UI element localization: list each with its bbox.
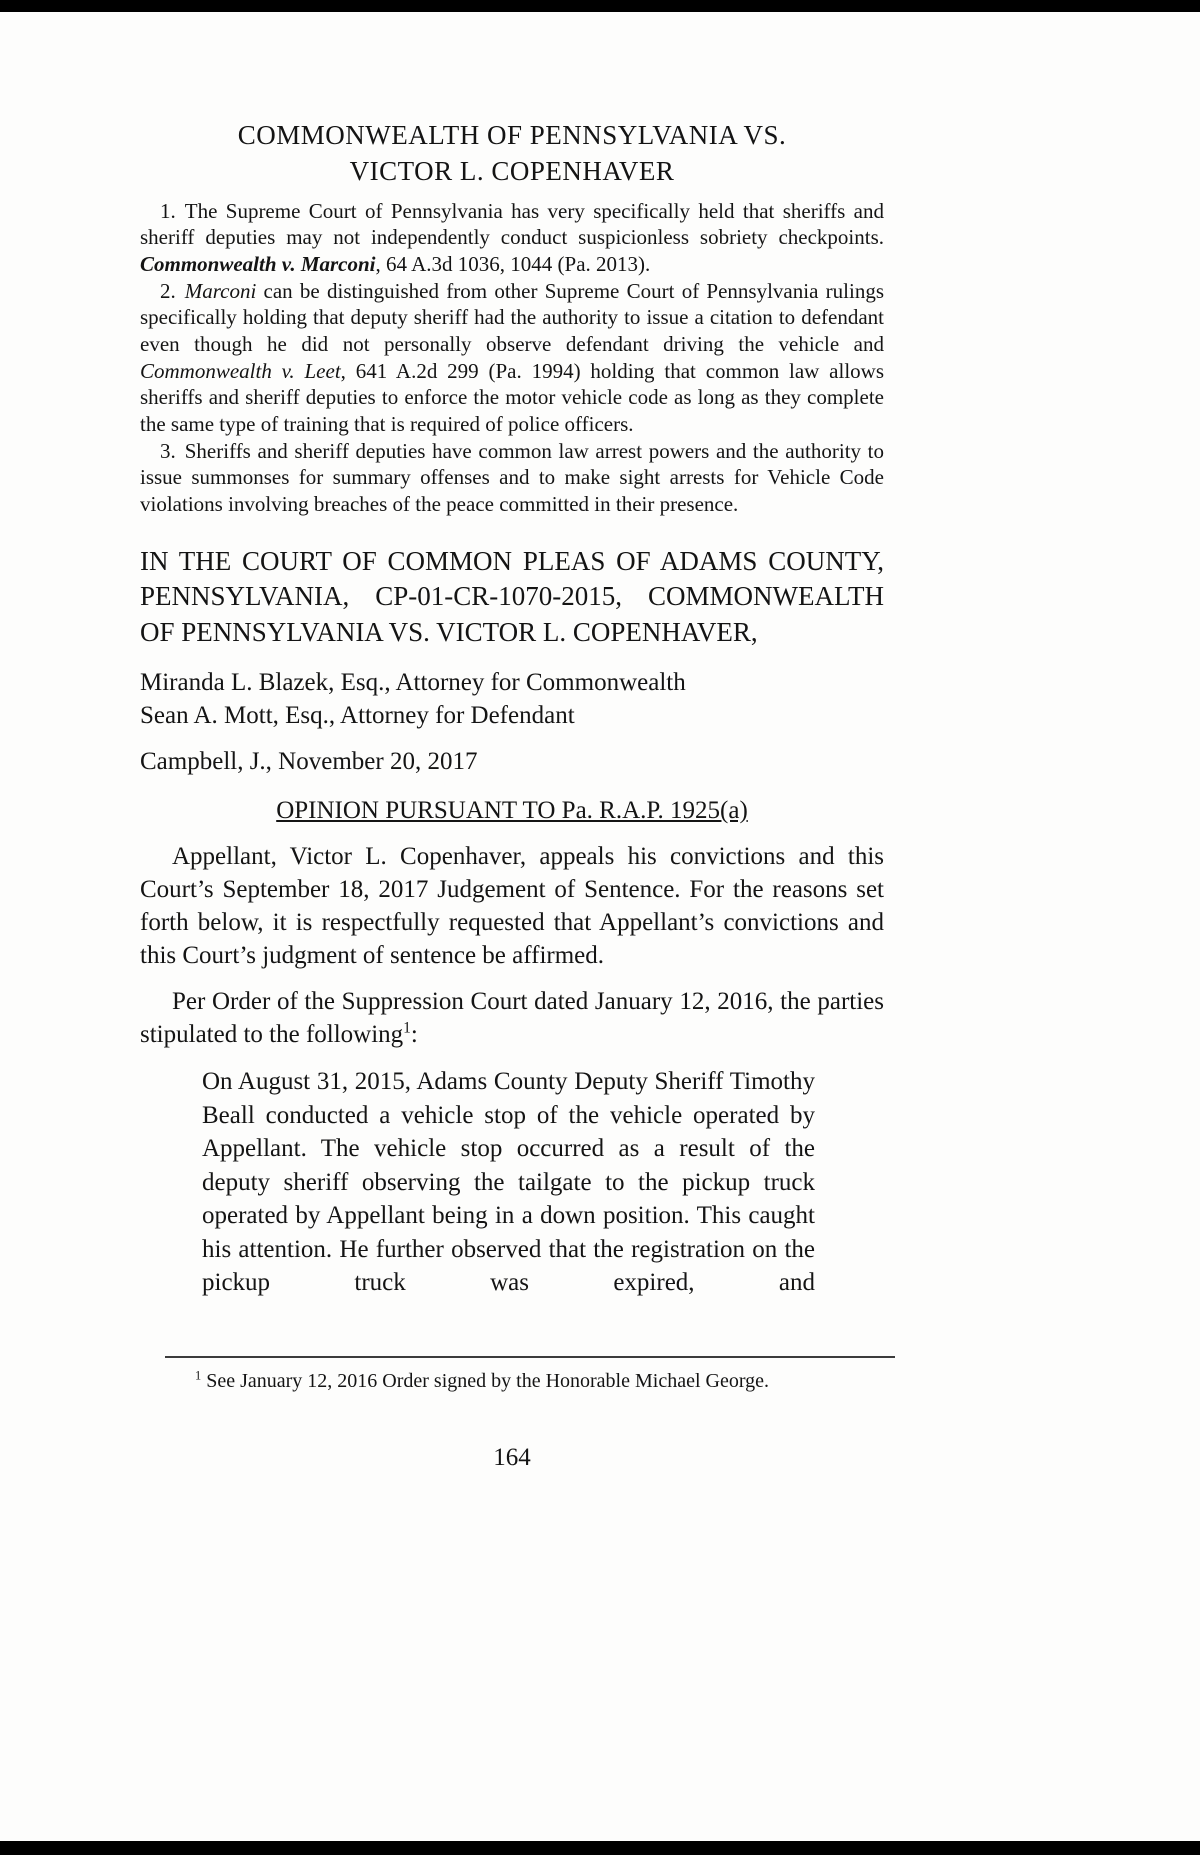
headnote-1-number: 1. [160, 198, 176, 223]
headnote-2-case-name: Marconi [184, 278, 257, 303]
case-title-line2: VICTOR L. COPENHAVER [349, 155, 675, 186]
opinion-paragraph-2-text: Per Order of the Suppression Court dated January 12, 2016, the parties stipulated to the following [140, 987, 884, 1048]
page-number: 164 [493, 1443, 531, 1471]
counsel-block [140, 666, 884, 733]
headnote-1 [140, 198, 884, 278]
headnote-1-text-2: , 64 A.3d 1036, 1044 (Pa. 2013). [375, 252, 651, 277]
opinion-paragraph-1: Appellant, Victor L. Copenhaver, appeals his convictions and this Court’s September 18, 2017 Judgement of Sentence. For the reasons set forth below, it is respectfully requested that Appellant’s convictions and this Court’s judgment of sentence be affirmed. [140, 842, 884, 970]
headnote-1-case-citation: Commonwealth v. Marconi [140, 252, 376, 277]
footnote-1-text: See January 12, 2016 Order signed by the Honorable Michael George. [201, 1369, 770, 1392]
headnote-2-text-2: , 641 A.2d 299 (Pa. 1994) holding that common law allows sheriffs and sheriff deputies to enforce the motor vehicle code as long as they complete the same type of training that is required of police officers. [140, 358, 884, 437]
headnote-2 [140, 278, 884, 438]
court-caption: IN THE COURT OF COMMON PLEAS OF ADAMS COUNTY, PENNSYLVANIA, CP-01-CR-1070-2015, COMMONWEALTH OF PENNSYLVANIA VS. VICTOR L. COPENHAVER, [140, 545, 884, 647]
stipulation-blockquote: On August 31, 2015, Adams County Deputy Sheriff Timothy Beall conducted a vehicle stop of the vehicle operated by Appellant. The vehicle stop occurred as a result of the deputy sheriff observing the tailgate to the pickup truck operated by Appellant being in a down position. This caught his attention. He further observed that the registration on the pickup truck was expired, and [202, 1068, 815, 1297]
counsel-commonwealth: Miranda L. Blazek, Esq., Attorney for Commonwealth [140, 668, 686, 696]
headnote-2-number: 2. [160, 278, 176, 303]
footnote-1 [195, 1368, 884, 1394]
footnote-reference-marker: 1 [403, 1019, 411, 1037]
counsel-defendant: Sean A. Mott, Esq., Attorney for Defendant [140, 701, 575, 729]
headnote-2-text: can be distinguished from other Supreme Court of Pennsylvania rulings specifically holding that deputy sheriff had the authority to issue a citation to defendant even though he did not personally observe defendant driving the vehicle and [140, 278, 884, 357]
footnote-separator-rule [165, 1356, 895, 1358]
headnote-2-case-citation: Commonwealth v. Leet [140, 358, 341, 383]
headnote-1-text: The Supreme Court of Pennsylvania has very specifically held that sheriffs and sheriff deputies may not independently conduct suspicionless sobriety checkpoints. [140, 198, 884, 250]
judge-date-line: Campbell, J., November 20, 2017 [140, 748, 478, 776]
headnote-3-number: 3. [160, 438, 176, 463]
opinion-heading: OPINION PURSUANT TO Pa. R.A.P. 1925(a) [276, 797, 748, 825]
page-top-border [0, 0, 1200, 12]
opinion-paragraph-2-colon: : [410, 1020, 418, 1048]
page-bottom-border [0, 1841, 1200, 1855]
footnote-1-marker: 1 [195, 1367, 202, 1382]
case-title [140, 118, 884, 190]
headnote-3-text: Sheriffs and sheriff deputies have common law arrest powers and the authority to issue summonses for summary offenses and to make sight arrests for Vehicle Code violations involving breaches of the peace committed in their presence. [140, 438, 884, 517]
case-title-line1: COMMONWEALTH OF PENNSYLVANIA VS. [237, 120, 787, 150]
opinion-paragraph-2 [140, 985, 884, 1052]
headnote-3 [140, 438, 884, 518]
